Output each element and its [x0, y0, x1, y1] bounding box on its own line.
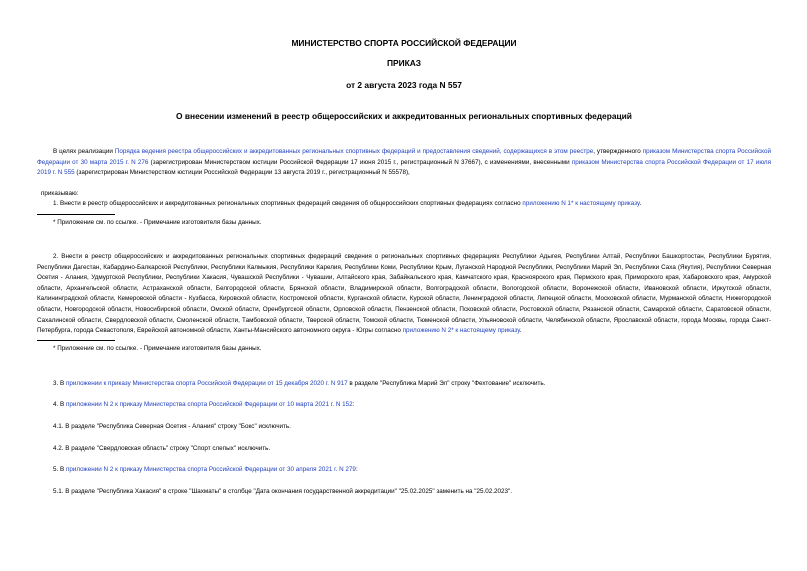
paragraph-4-1: 4.1. В разделе "Республика Северная Осетия - Алания" строку "Бокс" исключить.	[53, 422, 291, 430]
preamble-text-1: В целях реализации	[53, 148, 115, 155]
link-order-917[interactable]: приложении к приказу Министерства спорта Российской Федерации от 15 декабря 2020 г. N 917	[65, 379, 348, 387]
paragraph-3	[37, 379, 771, 390]
p5-text-1: 5. В	[53, 466, 66, 474]
p1-text-2: .	[639, 200, 642, 208]
link-order-276[interactable]: приказом Министерства спорта Российской Федерации от 30 марта 2015 г. N 276	[37, 148, 771, 166]
p1-text-1: 1. Внести в реестр общероссийских и аккредитованных региональных спортивных федераций сведения об общероссийских спортивных федерациях согласно	[53, 200, 523, 208]
paragraph-1	[37, 199, 771, 210]
p5-text-2: :	[355, 466, 358, 474]
paragraph-4-2: 4.2. В разделе "Свердловская область" строку "Спорт слепых" исключить.	[53, 444, 271, 452]
preamble-text-2: , утвержденного	[593, 148, 643, 155]
order-word: приказываю:	[41, 189, 79, 197]
paragraph-5	[37, 465, 771, 476]
p3-text-2: в разделе "Республика Марий Эл" строку "Фехтование" исключить.	[347, 379, 546, 387]
ministry-heading: МИНИСТЕРСТВО СПОРТА РОССИЙСКОЙ ФЕДЕРАЦИИ	[291, 38, 517, 48]
footnote-2: * Приложение см. по ссылке. - Примечание изготовителя базы данных.	[53, 344, 262, 352]
footnote-divider	[37, 214, 115, 215]
p4-text-1: 4. В	[53, 401, 66, 409]
link-order-555[interactable]: приказом Министерства спорта Российской Федерации от 17 июля 2019 г. N 555	[37, 158, 771, 177]
link-registry-procedure[interactable]: Порядка ведения реестра общероссийских и аккредитованных региональных спортивных федераций и предоставления сведений, содержащихся в этом реестре	[114, 148, 594, 155]
doc-type-heading: ПРИКАЗ	[386, 58, 422, 68]
link-order-279[interactable]: приложении N 2 к приказу Министерства спорта Российской Федерации от 30 апреля 2021 г. N 279	[65, 466, 356, 474]
footnote-1: * Приложение см. по ссылке. - Примечание изготовителя базы данных.	[53, 218, 262, 226]
preamble-paragraph	[37, 147, 771, 179]
p2-text-2: .	[519, 327, 522, 335]
p3-text-1: 3. В	[53, 379, 66, 387]
preamble-text-4: (зарегистрирован Министерством юстиции Российской Федерации 13 августа 2019 г., регистрационный N 55578),	[74, 169, 410, 177]
preamble-text-3: (зарегистрирован Министерством юстиции Российской Федерации 17 июня 2015 г., регистрационный N 37667), с изменениями, внесенными	[148, 158, 572, 166]
paragraph-5-1: 5.1. В разделе "Республика Хакасия" в строке "Шахматы" в столбце "Дата окончания государственной аккредитации" "25.02.2025" заменить на "25.02.2023".	[53, 487, 512, 495]
paragraph-4	[37, 400, 771, 411]
paragraph-2	[37, 252, 771, 337]
link-appendix-1[interactable]: приложению N 1* к настоящему приказу	[522, 200, 640, 208]
p4-text-2: :	[352, 401, 355, 409]
date-number-heading: от 2 августа 2023 года N 557	[346, 80, 462, 90]
link-order-152[interactable]: приложении N 2 к приказу Министерства спорта Российской Федерации от 10 марта 2021 г. N 152	[65, 401, 353, 409]
document-title: О внесении изменений в реестр общероссийских и аккредитованных региональных спортивных федераций	[176, 111, 632, 121]
footnote-divider-2	[37, 340, 115, 341]
link-appendix-2[interactable]: приложению N 2* к настоящему приказу	[402, 327, 520, 335]
p2-text-1: 2. Внести в реестр общероссийских и аккредитованных региональных спортивных федераций сведения о региональных спортивных федерациях Республики Адыгея, Республики Алтай, Республики Башкортостан, Республики Бурятия, Республики Дагестан, Кабардино-Балкарской Республики, Республики Калмыкия, Республики Карелия, Республики Коми, Республики Крым, Луганской Народной Республики, Республики Марий Эл, Республики Саха (Якутия), Республики Северная Осетия - Алания, Удмуртской Республики, Республики Хакасия, Чувашской Республики - Чувашии, Алтайского края, Забайкальского края, Камчатского края, Красноярского края, Пермского края, Приморского края, Хабаровского края, Амурской области, Архангельской области, Астраханской области, Белгородской области, Брянской области, Владимирской области, Волгоградской области, Вологодской области, Воронежской области, Ивановской области, Иркутской области, Калининградской области, Кемеровской области - Кузбасса, Кировской области, Костромской области, Курганской области, Курской области, Ленинградской области, Липецкой области, Московской области, Мурманской области, Нижегородской области, Новгородской области, Новосибирской области, Омской области, Оренбургской области, Орловской области, Пензенской области, Псковской области, Ростовской области, Рязанской области, Самарской области, Саратовской области, Сахалинской области, Свердловской области, Смоленской области, Тамбовской области, Тверской области, Томской области, Тюменской области, Ульяновской области, Челябинской области, Ярославской области, города Москвы, города Санкт-Петербурга, города Севастополя, Еврейской автономной области, Ханты-Мансийского автономного округа - Югры согласно	[37, 252, 771, 335]
